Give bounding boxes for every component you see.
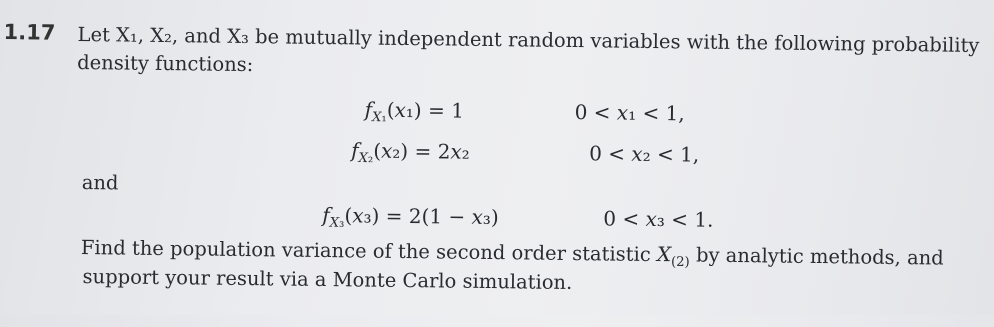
- question-text-b: by analytic methods, and: [695, 243, 944, 270]
- equation-1-lhs: $f_{X_1}(x_1) = 1$: [364, 97, 465, 126]
- problem-number: 1.17: [3, 20, 56, 45]
- equation-3-lhs: $f_{X_3}(x_3) = 2(1 - x_3)$: [322, 202, 499, 231]
- equation-1-domain: 0 < x₁ < 1,: [574, 100, 685, 126]
- order-statistic-symbol: $X_{(2)}$: [656, 242, 690, 271]
- equation-2-domain: 0 < x₂ < 1,: [589, 141, 700, 167]
- problem-intro-line-2: density functions:: [77, 50, 254, 77]
- problem-intro-line-1: Let X₁, X₂, and X₃ be mutually independent random variables with the following probability: [77, 22, 980, 57]
- question-line-2: support your result via a Monte Carlo simulation.: [82, 265, 573, 295]
- equation-2-lhs: $f_{X_2}(x_2) = 2x_2$: [351, 138, 470, 167]
- equation-3-domain: 0 < x₃ < 1.: [603, 206, 714, 232]
- question-text-a: Find the population variance of the second order statistic: [80, 236, 651, 266]
- connector-and: and: [81, 171, 119, 195]
